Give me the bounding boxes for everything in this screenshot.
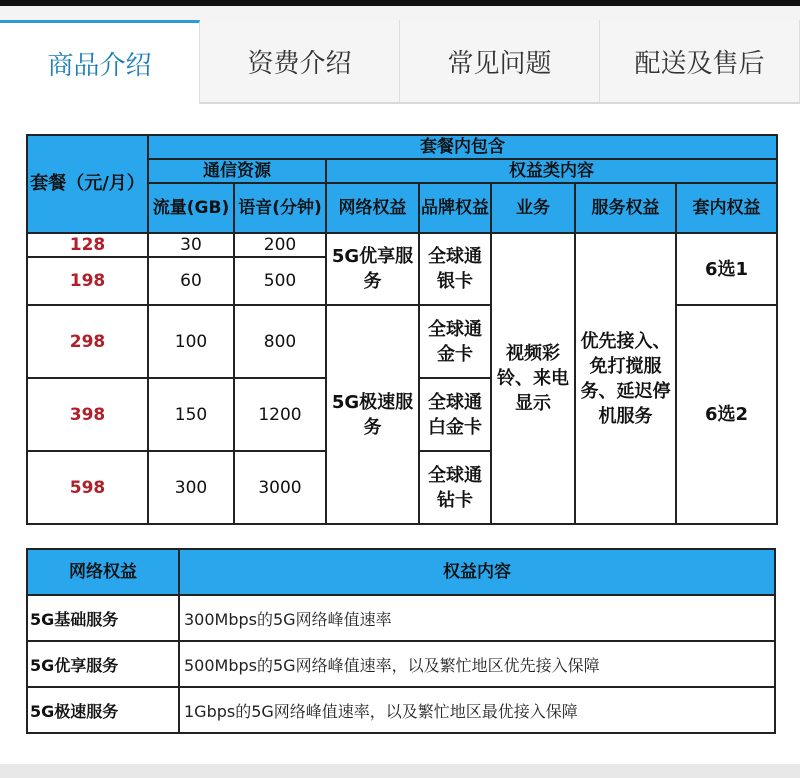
header-package-rights: 套内权益 — [676, 183, 777, 233]
tab-tariff-intro[interactable]: 资费介绍 — [200, 20, 400, 104]
price-cell: 398 — [27, 378, 148, 451]
header-rights-content: 权益类内容 — [326, 159, 777, 183]
network-rights-premium: 5G优享服务 — [326, 233, 419, 305]
header-service-rights: 服务权益 — [575, 183, 676, 233]
price-cell: 198 — [27, 257, 148, 305]
benefit-name: 5G极速服务 — [27, 687, 179, 733]
header-network-rights: 网络权益 — [27, 549, 179, 595]
voice-cell: 800 — [234, 305, 326, 378]
bottom-strip — [0, 764, 800, 778]
service-rights-cell: 优先接入、免打搅服务、延迟停机服务 — [575, 233, 676, 524]
brand-silver-card: 全球通银卡 — [419, 233, 491, 305]
data-cell: 300 — [148, 451, 234, 524]
data-cell: 100 — [148, 305, 234, 378]
header-brand-rights: 品牌权益 — [419, 183, 491, 233]
content-panel — [0, 104, 800, 764]
brand-platinum-card: 全球通白金卡 — [419, 378, 491, 451]
header-business: 业务 — [491, 183, 575, 233]
header-comm-resources: 通信资源 — [148, 159, 326, 183]
voice-cell: 500 — [234, 257, 326, 305]
package-rights-pick-two: 6选2 — [676, 305, 777, 524]
benefit-content: 500Mbps的5G网络峰值速率，以及繁忙地区优先接入保障 — [179, 641, 775, 687]
plan-table — [26, 134, 778, 525]
header-data: 流量(GB) — [148, 183, 234, 233]
business-cell: 视频彩铃、来电显示 — [491, 233, 575, 524]
header-rights-content: 权益内容 — [179, 549, 775, 595]
benefit-content: 300Mbps的5G网络峰值速率 — [179, 595, 775, 641]
tab-delivery-aftersales[interactable]: 配送及售后 — [600, 20, 800, 104]
voice-cell: 1200 — [234, 378, 326, 451]
benefit-name: 5G基础服务 — [27, 595, 179, 641]
header-voice: 语音(分钟) — [234, 183, 326, 233]
data-cell: 60 — [148, 257, 234, 305]
price-cell: 128 — [27, 233, 148, 257]
header-plan: 套餐（元/月） — [27, 135, 148, 233]
tab-product-intro[interactable]: 商品介绍 — [0, 20, 200, 104]
package-rights-pick-one: 6选1 — [676, 233, 777, 305]
voice-cell: 3000 — [234, 451, 326, 524]
benefit-name: 5G优享服务 — [27, 641, 179, 687]
data-cell: 150 — [148, 378, 234, 451]
header-network-rights: 网络权益 — [326, 183, 419, 233]
voice-cell: 200 — [234, 233, 326, 257]
network-rights-ultra: 5G极速服务 — [326, 305, 419, 524]
price-cell: 598 — [27, 451, 148, 524]
header-included: 套餐内包含 — [148, 135, 777, 159]
price-cell: 298 — [27, 305, 148, 378]
data-cell: 30 — [148, 233, 234, 257]
top-bar — [0, 0, 800, 6]
brand-diamond-card: 全球通钻卡 — [419, 451, 491, 524]
benefit-content: 1Gbps的5G网络峰值速率，以及繁忙地区最优接入保障 — [179, 687, 775, 733]
brand-gold-card: 全球通金卡 — [419, 305, 491, 378]
tab-faq[interactable]: 常见问题 — [400, 20, 600, 104]
tab-bar — [0, 20, 800, 104]
benefit-table — [26, 548, 776, 734]
